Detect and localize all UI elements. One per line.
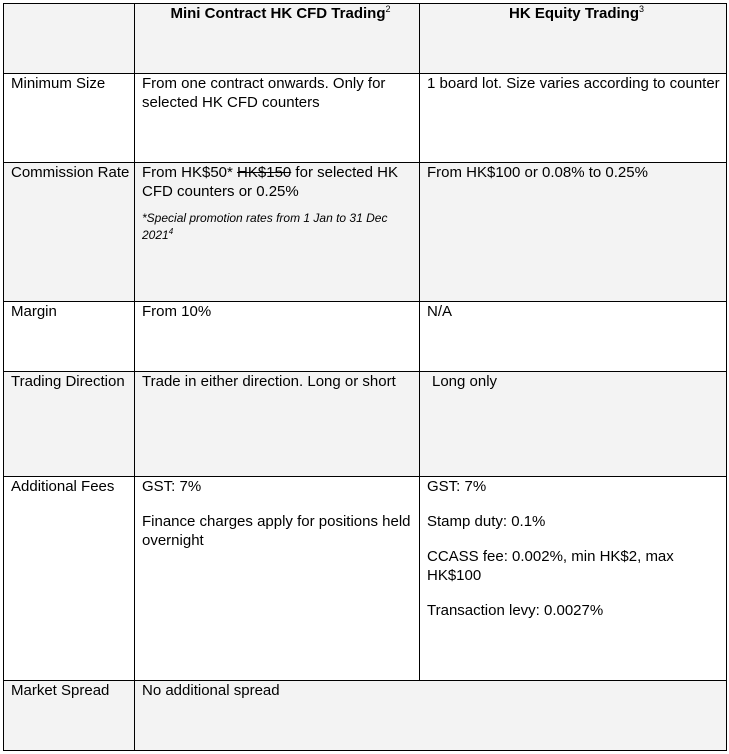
row-commission-rate: [4, 163, 727, 302]
promo-note-text: *Special promotion rates from 1 Jan to 31 Dec 2021: [142, 211, 388, 242]
header-mini-contract-footnote: 2: [385, 4, 391, 14]
mini-fee-item: Finance charges apply for positions held overnight: [142, 513, 411, 549]
label-trading-direction: Trading Direction: [4, 372, 135, 477]
mini-margin: From 10%: [135, 302, 420, 372]
header-mini-contract: [135, 4, 420, 74]
row-minimum-size: [4, 74, 727, 163]
header-mini-contract-text: Mini Contract HK CFD Trading: [170, 5, 386, 22]
comparison-table: [3, 3, 727, 751]
label-market-spread: Market Spread: [4, 681, 135, 751]
row-margin: [4, 302, 727, 372]
mini-fee-item: GST: 7%: [142, 478, 202, 495]
mini-trading-direction: Trade in either direction. Long or short: [135, 372, 420, 477]
header-empty-cell: [4, 4, 135, 74]
row-trading-direction: [4, 372, 727, 477]
equity-fee-item: Stamp duty: 0.1%: [427, 513, 546, 530]
promo-note-footnote: 4: [168, 227, 174, 236]
header-row: [4, 4, 727, 74]
equity-commission-rate: From HK$100 or 0.08% to 0.25%: [420, 163, 727, 302]
label-margin: Margin: [4, 302, 135, 372]
row-market-spread: [4, 681, 727, 751]
mini-additional-fees: [135, 477, 420, 681]
label-minimum-size: Minimum Size: [4, 74, 135, 163]
header-hk-equity-footnote: 3: [639, 4, 645, 14]
equity-fee-item: CCASS fee: 0.002%, min HK$2, max HK$100: [427, 548, 674, 584]
promo-note: [142, 210, 419, 244]
equity-minimum-size: 1 board lot. Size varies according to counter: [420, 74, 727, 163]
row-additional-fees: [4, 477, 727, 681]
label-additional-fees: Additional Fees: [4, 477, 135, 681]
equity-trading-direction-text: Long only: [432, 373, 498, 390]
equity-additional-fees: [420, 477, 727, 681]
mini-commission-prefix: From HK$50*: [142, 164, 238, 181]
equity-fee-item: Transaction levy: 0.0027%: [427, 602, 604, 619]
mini-commission-suffix: for selected HK CFD counters or 0.25%: [142, 164, 398, 200]
mini-commission-rate: [135, 163, 420, 302]
header-hk-equity-text: HK Equity Trading: [508, 5, 639, 22]
equity-trading-direction: [420, 372, 727, 477]
equity-margin: N/A: [420, 302, 727, 372]
mini-minimum-size: From one contract onwards. Only for selected HK CFD counters: [135, 74, 420, 163]
label-commission-rate: Commission Rate: [4, 163, 135, 302]
market-spread-value: No additional spread: [135, 681, 727, 751]
equity-fee-item: GST: 7%: [427, 478, 487, 495]
header-hk-equity: [420, 4, 727, 74]
mini-commission-old-rate: HK$150: [237, 164, 292, 181]
